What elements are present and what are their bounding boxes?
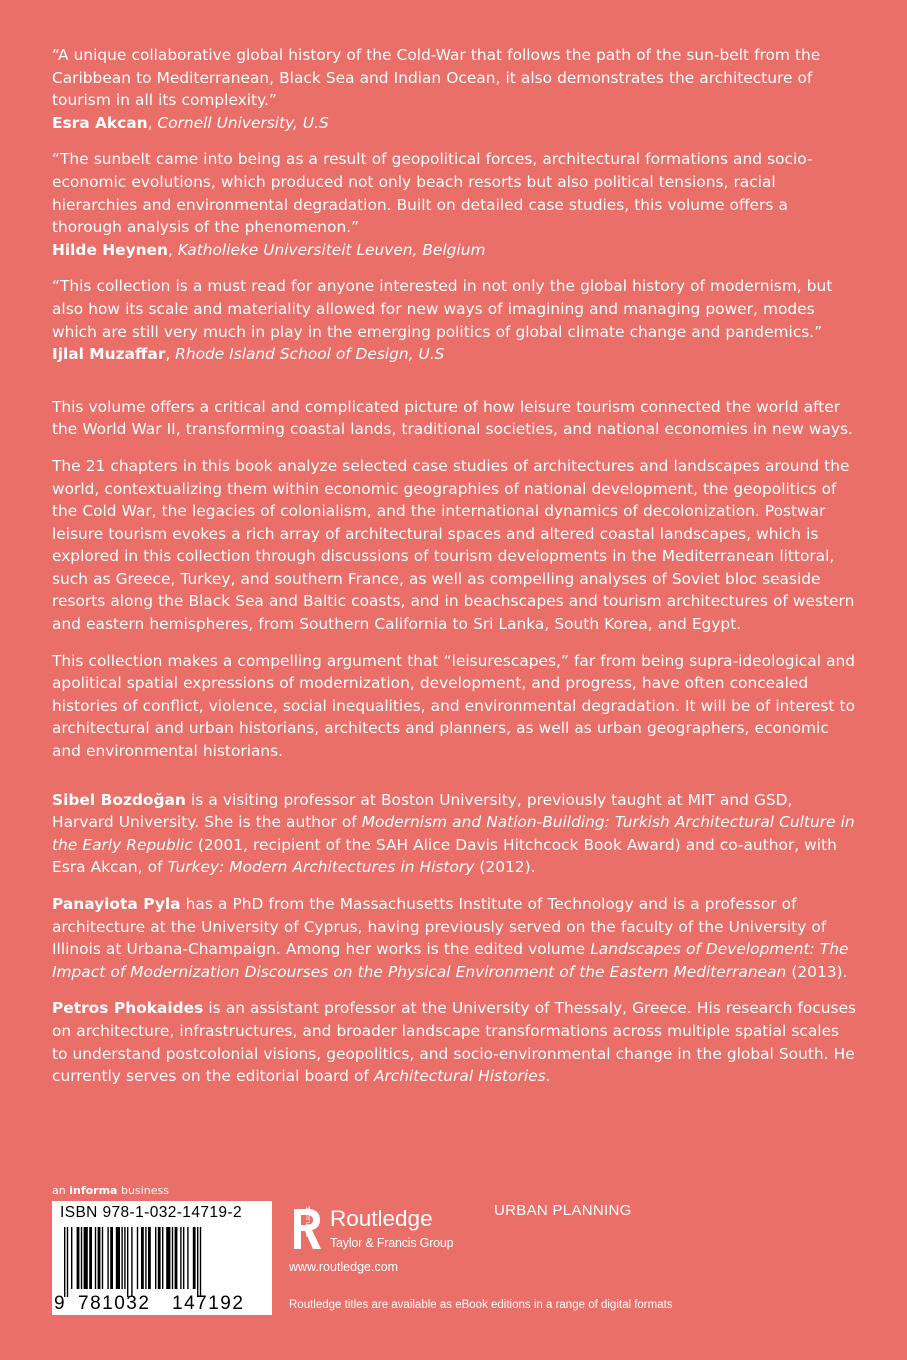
description-paragraph: The 21 chapters in this book analyze selected case studies of architectures and landscapes around the world, contextualizing them within economic geographies of national development, the geopolitics of the Cold War, the legacies of colonialism, and the international dynamics of decolonization. Postwar leisure tourism evokes a rich array of architectural spaces and altered coastal landscapes, which is explored in this collection through discussions of tourism developments in the Mediterranean littoral, such as Greece, Turkey, and southern France, as well as compelling analyses of Soviet bloc seaside resorts along the Black Sea and Baltic coasts, and in beachscapes and tourism architectures of western and eastern hemispheres, from Southern California to Sri Lanka, South Korea, and Egypt.: [52, 456, 855, 634]
book-title: Modernism and Nation-Building: Turkish Architectural Culture in the Early Republic: [52, 813, 855, 854]
publisher-website: www.routledge.com: [289, 1260, 399, 1274]
barcode-bar: [124, 1227, 125, 1289]
book-title: Landscapes of Development: The Impact of Modernization Discourses on the Physical Environment of the Eastern Mediterranean: [52, 940, 849, 981]
endorser-name: Ijlal Muzaffar: [52, 345, 166, 364]
editor-name: Petros Phokaides: [52, 999, 204, 1018]
editor-bio: Petros Phokaides is an assistant professor at the University of Thessaly, Greece. His research focuses on architecture, infrastructures, and broader landscape transformations across multiple spatial scales to understand postcolonial visions, geopolitics, and socio-environmental change in the global South. He currently serves on the editorial board of Architectural Histories.: [52, 999, 857, 1086]
barcode-bar: [121, 1227, 122, 1289]
back-cover-text: [52, 44, 857, 1088]
endorsement-quote: “A unique collaborative global history of the Cold-War that follows the path of the sun-belt from the Caribbean to Mediterranean, Black Sea and Indian Ocean, it also demonstrates the architecture of tourism in all its complexity.”: [52, 46, 821, 110]
barcode-bar: [197, 1227, 198, 1297]
isbn-barcode: ISBN 978-1-032-14719-2 9 781032 147192: [52, 1201, 272, 1315]
barcode-bar: [84, 1227, 88, 1289]
barcode-bar: [180, 1227, 181, 1289]
barcode-bar: [162, 1227, 163, 1289]
barcode-bar: [107, 1227, 108, 1289]
svg-text:ROUTLEDGE: ROUTLEDGE: [306, 1205, 312, 1237]
book-title: Turkey: Modern Architectures in History: [167, 858, 475, 877]
barcode-bar: [102, 1227, 103, 1289]
barcode-bar: [137, 1227, 138, 1289]
editor-name: Panayiota Pyla: [52, 895, 181, 913]
subject-category: URBAN PLANNING: [494, 1202, 632, 1219]
barcode-bar: [148, 1227, 151, 1289]
barcode-bar: [172, 1227, 173, 1289]
isbn-label: ISBN 978-1-032-14719-2: [60, 1204, 242, 1221]
barcode-bar: [131, 1227, 132, 1297]
barcode-bar: [145, 1227, 146, 1289]
endorser-affiliation: Katholieke Universiteit Leuven, Belgium: [177, 240, 486, 259]
description-paragraph: This volume offers a critical and complicated picture of how leisure tourism connected the world after the World War II, transforming coastal lands, traditional societies, and national economies in new ways.: [52, 397, 853, 439]
barcode-bar: [175, 1227, 178, 1289]
endorser-name: Esra Akcan: [52, 113, 148, 132]
informa-business-label: an informa business: [52, 1184, 169, 1197]
barcode-bar: [67, 1227, 68, 1297]
journal-title: Architectural Histories: [373, 1067, 546, 1086]
barcode-bars: [62, 1227, 266, 1297]
barcode-bar: [110, 1227, 113, 1289]
barcode-bar: [127, 1227, 128, 1297]
barcode-bar: [95, 1227, 96, 1289]
endorsement-quote: “The sunbelt came into being as a result of geopolitical forces, architectural formations and socio-economic evolutions, which produced not only beach resorts but also political tensions, racial hierarchies and environmental degradation. Built on detailed case studies, this volume offers a thorough analysis of the phenomenon.”: [52, 150, 813, 237]
editor-name: Sibel Bozdoğan: [52, 790, 186, 809]
barcode-bar: [71, 1227, 72, 1289]
publisher-group: Taylor & Francis Group: [330, 1236, 454, 1250]
description-paragraph: This collection makes a compelling argument that “leisurescapes,” far from being supra-ideological and apolitical spatial expressions of modernization, development, and progress, have often concealed histories of conflict, violence, social inequalities, and environmental degradation. It will be of interest to architectural and urban historians, architects and planners, as well as urban geographers, economic and environmental historians.: [52, 651, 856, 761]
barcode-bar: [200, 1227, 201, 1297]
barcode-bar: [81, 1227, 82, 1289]
editor-bio: Sibel Bozdoğan is a visiting professor at Boston University, previously taught at MIT and GSD, Harvard University. She is the author of Modernism and Nation-Building: Turkish Architectural Culture in the Early Republic (2001, recipient of the SAH Alice Davis Hitchcock Book Award) and co-author, with Esra Akcan, of Turkey: Modern Architectures in History (2012).: [52, 790, 855, 877]
barcode-bar: [89, 1227, 92, 1289]
editor-bio: Panayiota Pyla has a PhD from the Massachusetts Institute of Technology and is a professor of architecture at the University of Cyprus, having previously served on the faculty of the University of Illinois at Urbana-Champaign. Among her works is the edited volume Landscapes of Development: The Impact of Modernization Discourses on the Physical Environment of the Eastern Mediterranean (2013).: [52, 895, 849, 981]
endorser-affiliation: Rhode Island School of Design, U.S: [175, 345, 445, 364]
barcode-bar: [158, 1227, 161, 1289]
barcode-bar: [98, 1227, 101, 1289]
barcode-bar: [141, 1227, 144, 1289]
barcode-bar: [64, 1227, 65, 1297]
barcode-bar: [77, 1227, 80, 1289]
barcode-bar: [187, 1227, 188, 1289]
routledge-logo-icon: [288, 1205, 324, 1255]
endorser-name: Hilde Heynen: [52, 240, 168, 259]
endorsement-attribution: Ijlal Muzaffar, Rhode Island School of Design, U.S: [52, 345, 445, 364]
barcode-bar: [193, 1227, 196, 1289]
endorsement-attribution: Esra Akcan, Cornell University, U.S: [52, 113, 329, 132]
ebook-availability-note: Routledge titles are available as eBook editions in a range of digital formats: [289, 1299, 673, 1311]
publisher-name: Routledge: [330, 1206, 433, 1231]
barcode-bar: [116, 1227, 120, 1289]
endorsement-attribution: Hilde Heynen, Katholieke Universiteit Leuven, Belgium: [52, 240, 486, 259]
endorser-affiliation: Cornell University, U.S: [157, 113, 329, 132]
endorsement-quote: “This collection is a must read for anyone interested in not only the global history of modernism, but also how its scale and materiality allowed for new ways of imagining and managing power, modes which are still very much in play in the emerging politics of global climate change and pandemics.”: [52, 277, 833, 341]
barcode-bar: [183, 1227, 184, 1289]
barcode-bar: [155, 1227, 156, 1289]
barcode-bar: [166, 1227, 170, 1289]
